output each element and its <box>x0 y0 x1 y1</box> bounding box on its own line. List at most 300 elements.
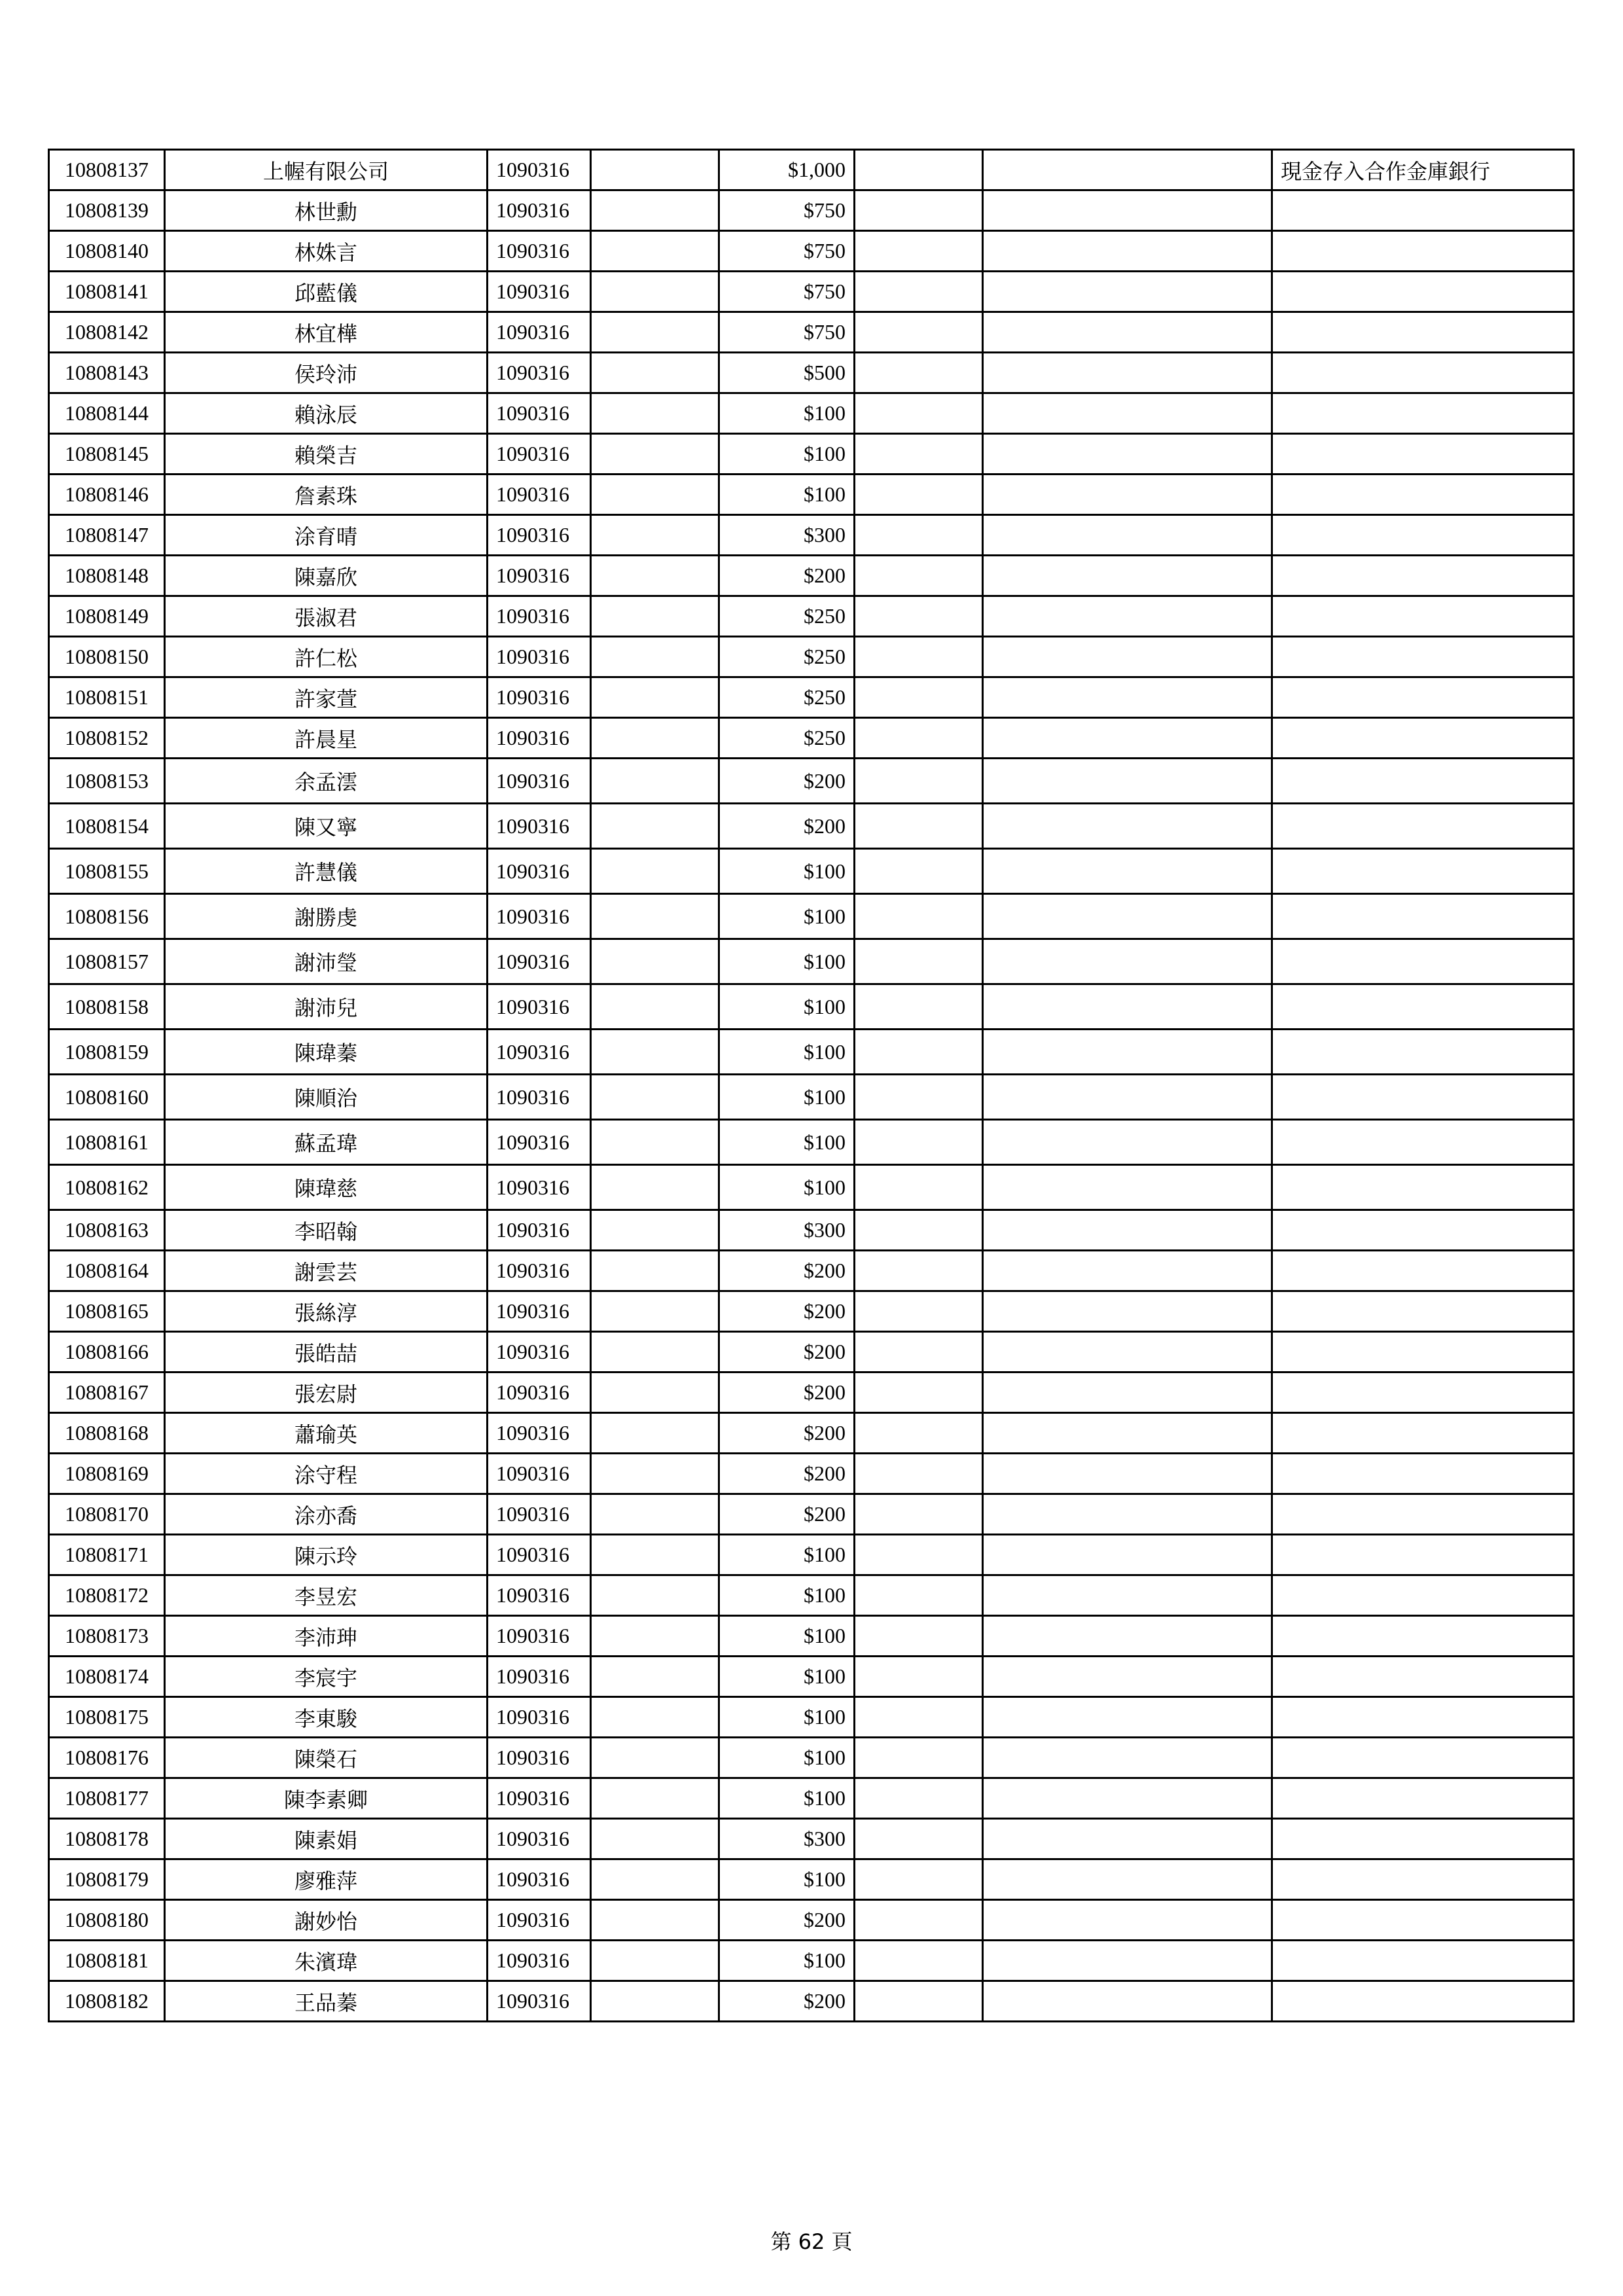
remark-cell <box>1272 1616 1574 1657</box>
donor-name-cell: 邱藍儀 <box>165 272 488 312</box>
date-cell: 1090316 <box>488 804 591 849</box>
donor-name-cell: 蘇孟瑋 <box>165 1120 488 1165</box>
empty-cell <box>983 1616 1272 1657</box>
table-row <box>49 677 1574 718</box>
date-cell: 1090316 <box>488 1075 591 1120</box>
receipt-id-cell: 10808154 <box>49 804 165 849</box>
remark-cell <box>1272 1494 1574 1535</box>
receipt-id-cell: 10808141 <box>49 272 165 312</box>
amount-cell: $200 <box>719 1291 855 1332</box>
date-cell: 1090316 <box>488 475 591 515</box>
amount-cell: $200 <box>719 1494 855 1535</box>
receipt-id-cell: 10808177 <box>49 1778 165 1819</box>
empty-cell <box>983 231 1272 272</box>
table-row <box>49 1616 1574 1657</box>
empty-cell <box>983 759 1272 804</box>
table-row <box>49 1900 1574 1941</box>
table-row <box>49 939 1574 984</box>
empty-cell <box>855 1165 983 1210</box>
remark-cell <box>1272 1575 1574 1616</box>
empty-cell <box>591 556 719 596</box>
empty-cell <box>591 759 719 804</box>
amount-cell: $100 <box>719 475 855 515</box>
empty-cell <box>591 272 719 312</box>
receipt-id-cell: 10808172 <box>49 1575 165 1616</box>
remark-cell <box>1272 984 1574 1030</box>
empty-cell <box>855 1120 983 1165</box>
date-cell: 1090316 <box>488 1981 591 2022</box>
donor-name-cell: 謝沛瑩 <box>165 939 488 984</box>
amount-cell: $100 <box>719 1575 855 1616</box>
date-cell: 1090316 <box>488 1332 591 1372</box>
amount-cell: $200 <box>719 1981 855 2022</box>
amount-cell: $200 <box>719 1372 855 1413</box>
date-cell: 1090316 <box>488 1030 591 1075</box>
empty-cell <box>591 1859 719 1900</box>
empty-cell <box>983 1251 1272 1291</box>
donor-name-cell: 許慧儀 <box>165 849 488 894</box>
empty-cell <box>855 1332 983 1372</box>
amount-cell: $200 <box>719 1332 855 1372</box>
date-cell: 1090316 <box>488 353 591 393</box>
empty-cell <box>591 1819 719 1859</box>
empty-cell <box>855 272 983 312</box>
empty-cell <box>855 1291 983 1332</box>
remark-cell: 現金存入合作金庫銀行 <box>1272 150 1574 190</box>
donor-name-cell: 謝雲芸 <box>165 1251 488 1291</box>
empty-cell <box>855 1030 983 1075</box>
amount-cell: $100 <box>719 1778 855 1819</box>
receipt-id-cell: 10808181 <box>49 1941 165 1981</box>
donor-name-cell: 陳又寧 <box>165 804 488 849</box>
receipt-id-cell: 10808182 <box>49 1981 165 2022</box>
table-row <box>49 718 1574 759</box>
date-cell: 1090316 <box>488 939 591 984</box>
remark-cell <box>1272 231 1574 272</box>
receipt-id-cell: 10808152 <box>49 718 165 759</box>
donor-name-cell: 李昱宏 <box>165 1575 488 1616</box>
empty-cell <box>855 1697 983 1738</box>
date-cell: 1090316 <box>488 231 591 272</box>
remark-cell <box>1272 1413 1574 1454</box>
date-cell: 1090316 <box>488 894 591 939</box>
amount-cell: $100 <box>719 1535 855 1575</box>
donor-name-cell: 張宏尉 <box>165 1372 488 1413</box>
amount-cell: $100 <box>719 1738 855 1778</box>
table-row <box>49 1941 1574 1981</box>
empty-cell <box>983 1454 1272 1494</box>
empty-cell <box>855 190 983 231</box>
date-cell: 1090316 <box>488 1778 591 1819</box>
table-row <box>49 1778 1574 1819</box>
amount-cell: $1,000 <box>719 150 855 190</box>
table-row <box>49 1575 1574 1616</box>
receipt-id-cell: 10808168 <box>49 1413 165 1454</box>
donor-name-cell: 余孟澐 <box>165 759 488 804</box>
donor-name-cell: 王品蓁 <box>165 1981 488 2022</box>
receipt-id-cell: 10808158 <box>49 984 165 1030</box>
table-row <box>49 1454 1574 1494</box>
amount-cell: $250 <box>719 718 855 759</box>
empty-cell <box>591 1778 719 1819</box>
table-row <box>49 434 1574 475</box>
table-row <box>49 637 1574 677</box>
empty-cell <box>855 804 983 849</box>
amount-cell: $300 <box>719 515 855 556</box>
empty-cell <box>983 1030 1272 1075</box>
empty-cell <box>591 1120 719 1165</box>
remark-cell <box>1272 475 1574 515</box>
empty-cell <box>855 312 983 353</box>
page-number: 第 62 頁 <box>770 2229 853 2254</box>
donor-name-cell: 陳榮石 <box>165 1738 488 1778</box>
empty-cell <box>591 475 719 515</box>
date-cell: 1090316 <box>488 1454 591 1494</box>
empty-cell <box>855 1859 983 1900</box>
amount-cell: $200 <box>719 1900 855 1941</box>
empty-cell <box>591 1941 719 1981</box>
empty-cell <box>591 804 719 849</box>
empty-cell <box>855 515 983 556</box>
remark-cell <box>1272 759 1574 804</box>
remark-cell <box>1272 1738 1574 1778</box>
empty-cell <box>983 434 1272 475</box>
empty-cell <box>983 1332 1272 1372</box>
empty-cell <box>983 849 1272 894</box>
remark-cell <box>1272 894 1574 939</box>
amount-cell: $100 <box>719 939 855 984</box>
receipt-id-cell: 10808169 <box>49 1454 165 1494</box>
date-cell: 1090316 <box>488 1120 591 1165</box>
date-cell: 1090316 <box>488 515 591 556</box>
remark-cell <box>1272 1657 1574 1697</box>
empty-cell <box>591 1535 719 1575</box>
date-cell: 1090316 <box>488 677 591 718</box>
remark-cell <box>1272 556 1574 596</box>
empty-cell <box>855 231 983 272</box>
table-row <box>49 1332 1574 1372</box>
empty-cell <box>591 1697 719 1738</box>
donor-name-cell: 朱濱瑋 <box>165 1941 488 1981</box>
table-row <box>49 231 1574 272</box>
amount-cell: $100 <box>719 1616 855 1657</box>
amount-cell: $100 <box>719 984 855 1030</box>
empty-cell <box>591 434 719 475</box>
empty-cell <box>983 1120 1272 1165</box>
empty-cell <box>591 637 719 677</box>
amount-cell: $300 <box>719 1819 855 1859</box>
remark-cell <box>1272 939 1574 984</box>
empty-cell <box>855 894 983 939</box>
remark-cell <box>1272 1900 1574 1941</box>
table-row <box>49 1165 1574 1210</box>
empty-cell <box>983 1981 1272 2022</box>
empty-cell <box>855 1778 983 1819</box>
table-row <box>49 353 1574 393</box>
amount-cell: $750 <box>719 312 855 353</box>
amount-cell: $100 <box>719 1165 855 1210</box>
empty-cell <box>855 1494 983 1535</box>
empty-cell <box>983 1778 1272 1819</box>
remark-cell <box>1272 434 1574 475</box>
date-cell: 1090316 <box>488 1941 591 1981</box>
receipt-id-cell: 10808179 <box>49 1859 165 1900</box>
remark-cell <box>1272 1454 1574 1494</box>
remark-cell <box>1272 849 1574 894</box>
empty-cell <box>591 718 719 759</box>
empty-cell <box>855 596 983 637</box>
table-row <box>49 393 1574 434</box>
remark-cell <box>1272 312 1574 353</box>
empty-cell <box>855 1981 983 2022</box>
receipt-id-cell: 10808180 <box>49 1900 165 1941</box>
table-row <box>49 556 1574 596</box>
donor-name-cell: 李東駿 <box>165 1697 488 1738</box>
receipt-id-cell: 10808156 <box>49 894 165 939</box>
amount-cell: $500 <box>719 353 855 393</box>
receipt-id-cell: 10808175 <box>49 1697 165 1738</box>
amount-cell: $100 <box>719 1859 855 1900</box>
remark-cell <box>1272 1535 1574 1575</box>
empty-cell <box>983 1738 1272 1778</box>
donor-name-cell: 詹素珠 <box>165 475 488 515</box>
empty-cell <box>983 515 1272 556</box>
date-cell: 1090316 <box>488 434 591 475</box>
donor-name-cell: 賴榮吉 <box>165 434 488 475</box>
table-row <box>49 1251 1574 1291</box>
receipt-id-cell: 10808176 <box>49 1738 165 1778</box>
table-row <box>49 1535 1574 1575</box>
receipt-id-cell: 10808164 <box>49 1251 165 1291</box>
empty-cell <box>591 1494 719 1535</box>
date-cell: 1090316 <box>488 1859 591 1900</box>
empty-cell <box>983 1575 1272 1616</box>
remark-cell <box>1272 1372 1574 1413</box>
remark-cell <box>1272 1697 1574 1738</box>
empty-cell <box>983 1859 1272 1900</box>
empty-cell <box>591 515 719 556</box>
receipt-id-cell: 10808146 <box>49 475 165 515</box>
date-cell: 1090316 <box>488 1494 591 1535</box>
table-row <box>49 1819 1574 1859</box>
table-row <box>49 1494 1574 1535</box>
table-row <box>49 515 1574 556</box>
receipt-id-cell: 10808147 <box>49 515 165 556</box>
empty-cell <box>591 1332 719 1372</box>
remark-cell <box>1272 1291 1574 1332</box>
donor-name-cell: 涂育晴 <box>165 515 488 556</box>
receipt-id-cell: 10808166 <box>49 1332 165 1372</box>
receipt-id-cell: 10808159 <box>49 1030 165 1075</box>
empty-cell <box>591 1165 719 1210</box>
table-row <box>49 759 1574 804</box>
empty-cell <box>591 1251 719 1291</box>
table-row <box>49 190 1574 231</box>
empty-cell <box>855 475 983 515</box>
empty-cell <box>855 1210 983 1251</box>
date-cell: 1090316 <box>488 150 591 190</box>
receipt-id-cell: 10808167 <box>49 1372 165 1413</box>
receipt-id-cell: 10808171 <box>49 1535 165 1575</box>
empty-cell <box>855 1454 983 1494</box>
amount-cell: $750 <box>719 272 855 312</box>
donor-name-cell: 張淑君 <box>165 596 488 637</box>
empty-cell <box>591 596 719 637</box>
date-cell: 1090316 <box>488 1900 591 1941</box>
empty-cell <box>983 150 1272 190</box>
remark-cell <box>1272 515 1574 556</box>
date-cell: 1090316 <box>488 637 591 677</box>
amount-cell: $250 <box>719 637 855 677</box>
empty-cell <box>983 1819 1272 1859</box>
empty-cell <box>983 677 1272 718</box>
empty-cell <box>983 1657 1272 1697</box>
remark-cell <box>1272 1941 1574 1981</box>
donor-name-cell: 陳李素卿 <box>165 1778 488 1819</box>
empty-cell <box>591 393 719 434</box>
empty-cell <box>855 1535 983 1575</box>
receipt-id-cell: 10808151 <box>49 677 165 718</box>
date-cell: 1090316 <box>488 1210 591 1251</box>
receipt-id-cell: 10808163 <box>49 1210 165 1251</box>
empty-cell <box>591 1372 719 1413</box>
remark-cell <box>1272 353 1574 393</box>
empty-cell <box>983 804 1272 849</box>
receipt-id-cell: 10808150 <box>49 637 165 677</box>
donor-name-cell: 許家萱 <box>165 677 488 718</box>
remark-cell <box>1272 1778 1574 1819</box>
remark-cell <box>1272 804 1574 849</box>
table-row <box>49 1657 1574 1697</box>
empty-cell <box>983 1413 1272 1454</box>
empty-cell <box>591 1030 719 1075</box>
empty-cell <box>983 984 1272 1030</box>
date-cell: 1090316 <box>488 1413 591 1454</box>
amount-cell: $100 <box>719 894 855 939</box>
receipt-id-cell: 10808155 <box>49 849 165 894</box>
empty-cell <box>983 1494 1272 1535</box>
empty-cell <box>855 759 983 804</box>
empty-cell <box>591 1413 719 1454</box>
amount-cell: $250 <box>719 596 855 637</box>
donor-name-cell: 許晨星 <box>165 718 488 759</box>
receipt-id-cell: 10808173 <box>49 1616 165 1657</box>
empty-cell <box>983 637 1272 677</box>
donor-name-cell: 陳示玲 <box>165 1535 488 1575</box>
empty-cell <box>855 939 983 984</box>
table-row <box>49 1697 1574 1738</box>
donor-name-cell: 上幄有限公司 <box>165 150 488 190</box>
remark-cell <box>1272 1120 1574 1165</box>
empty-cell <box>983 718 1272 759</box>
empty-cell <box>983 1941 1272 1981</box>
table-row <box>49 1859 1574 1900</box>
donor-name-cell: 謝妙怡 <box>165 1900 488 1941</box>
empty-cell <box>591 190 719 231</box>
empty-cell <box>591 1454 719 1494</box>
table-row <box>49 1981 1574 2022</box>
empty-cell <box>983 1291 1272 1332</box>
empty-cell <box>855 849 983 894</box>
remark-cell <box>1272 596 1574 637</box>
empty-cell <box>855 1575 983 1616</box>
table-row <box>49 1120 1574 1165</box>
date-cell: 1090316 <box>488 1251 591 1291</box>
table-row <box>49 1372 1574 1413</box>
receipt-id-cell: 10808149 <box>49 596 165 637</box>
amount-cell: $100 <box>719 1697 855 1738</box>
empty-cell <box>855 1413 983 1454</box>
empty-cell <box>983 312 1272 353</box>
date-cell: 1090316 <box>488 1575 591 1616</box>
receipt-id-cell: 10808170 <box>49 1494 165 1535</box>
empty-cell <box>983 190 1272 231</box>
date-cell: 1090316 <box>488 849 591 894</box>
remark-cell <box>1272 1251 1574 1291</box>
empty-cell <box>591 1900 719 1941</box>
amount-cell: $100 <box>719 1657 855 1697</box>
donor-name-cell: 陳順治 <box>165 1075 488 1120</box>
date-cell: 1090316 <box>488 272 591 312</box>
empty-cell <box>855 1941 983 1981</box>
table-row <box>49 1291 1574 1332</box>
empty-cell <box>983 353 1272 393</box>
empty-cell <box>983 475 1272 515</box>
empty-cell <box>983 939 1272 984</box>
donation-ledger-table <box>48 149 1575 2022</box>
amount-cell: $200 <box>719 804 855 849</box>
empty-cell <box>855 1900 983 1941</box>
empty-cell <box>855 434 983 475</box>
remark-cell <box>1272 677 1574 718</box>
date-cell: 1090316 <box>488 596 591 637</box>
date-cell: 1090316 <box>488 1535 591 1575</box>
empty-cell <box>855 1372 983 1413</box>
receipt-id-cell: 10808153 <box>49 759 165 804</box>
table-row <box>49 150 1574 190</box>
empty-cell <box>591 677 719 718</box>
empty-cell <box>855 393 983 434</box>
date-cell: 1090316 <box>488 759 591 804</box>
receipt-id-cell: 10808165 <box>49 1291 165 1332</box>
table-row <box>49 272 1574 312</box>
table-row <box>49 894 1574 939</box>
amount-cell: $200 <box>719 759 855 804</box>
donor-name-cell: 張皓喆 <box>165 1332 488 1372</box>
date-cell: 1090316 <box>488 1657 591 1697</box>
donor-name-cell: 陳瑋慈 <box>165 1165 488 1210</box>
empty-cell <box>983 1075 1272 1120</box>
donor-name-cell: 李宸宇 <box>165 1657 488 1697</box>
empty-cell <box>983 1900 1272 1941</box>
empty-cell <box>855 556 983 596</box>
amount-cell: $100 <box>719 1030 855 1075</box>
donor-name-cell: 張絲淳 <box>165 1291 488 1332</box>
empty-cell <box>855 1819 983 1859</box>
receipt-id-cell: 10808161 <box>49 1120 165 1165</box>
remark-cell <box>1272 718 1574 759</box>
table-row <box>49 984 1574 1030</box>
empty-cell <box>591 939 719 984</box>
table-row <box>49 1210 1574 1251</box>
amount-cell: $100 <box>719 849 855 894</box>
empty-cell <box>591 231 719 272</box>
date-cell: 1090316 <box>488 984 591 1030</box>
empty-cell <box>983 894 1272 939</box>
receipt-id-cell: 10808145 <box>49 434 165 475</box>
amount-cell: $200 <box>719 556 855 596</box>
empty-cell <box>591 1210 719 1251</box>
